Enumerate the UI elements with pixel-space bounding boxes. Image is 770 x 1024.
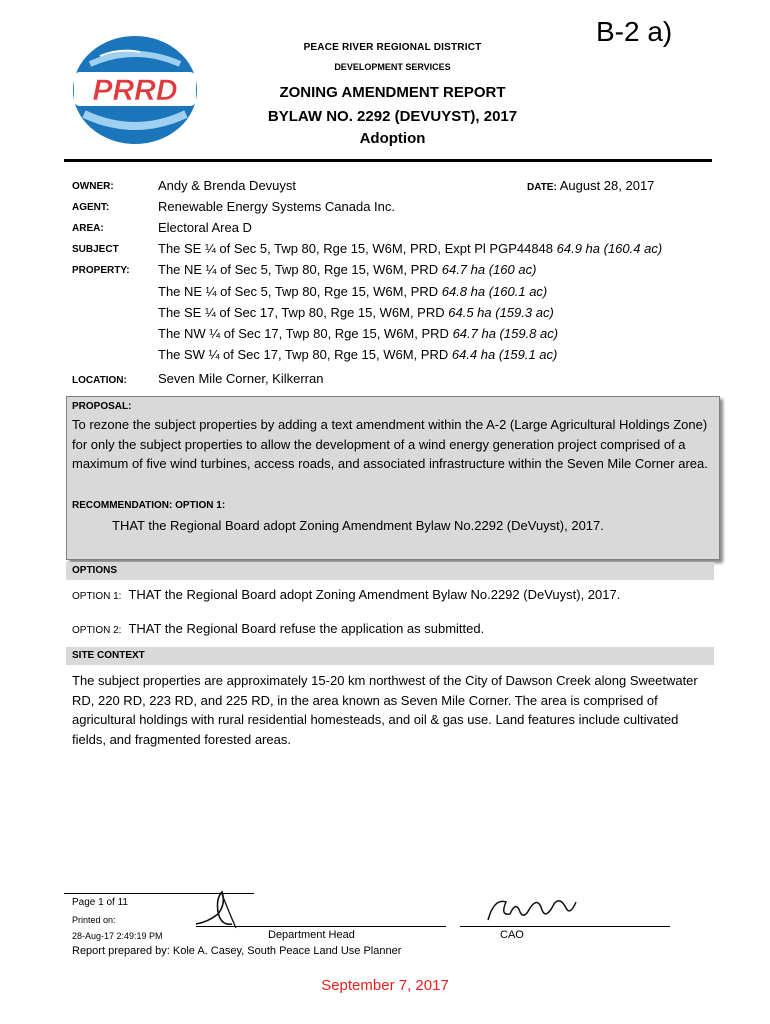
prepared-by: Report prepared by: Kole A. Casey, South Peace Land Use Planner xyxy=(72,945,402,957)
option-1: OPTION 1: THAT the Regional Board adopt Zoning Amendment Bylaw No.2292 (DeVuyst), 2017. xyxy=(72,587,621,602)
agent-value: Renewable Energy Systems Canada Inc. xyxy=(158,199,396,214)
printed-on-label: Printed on: xyxy=(72,915,116,925)
org-name: PEACE RIVER REGIONAL DISTRICT xyxy=(303,42,482,53)
recommendation-text: THAT the Regional Board adopt Zoning Amendment Bylaw No.2292 (DeVuyst), 2017. xyxy=(112,518,604,533)
site-context-section-bar xyxy=(66,647,714,665)
agenda-item-tag: B-2 a) xyxy=(596,16,673,47)
options-heading: OPTIONS xyxy=(72,565,118,576)
property-line: The SE ¼ of Sec 17, Twp 80, Rge 15, W6M, PRD 64.5 ha (159.3 ac) xyxy=(158,305,554,320)
report-stage: Adoption xyxy=(359,130,426,147)
date-label: DATE: xyxy=(527,182,557,193)
property-line: The SW ¼ of Sec 17, Twp 80, Rge 15, W6M, PRD 64.4 ha (159.1 ac) xyxy=(158,347,558,362)
property-line: The NW ¼ of Sec 17, Twp 80, Rge 15, W6M, PRD 64.7 ha (159.8 ac) xyxy=(158,326,559,341)
property-line: The SE ¼ of Sec 5, Twp 80, Rge 15, W6M, PRD, Expt Pl PGP44848 64.9 ha (160.4 ac) xyxy=(158,241,663,256)
property-line: The NE ¼ of Sec 5, Twp 80, Rge 15, W6M, PRD 64.8 ha (160.1 ac) xyxy=(158,284,548,299)
printed-time: 28-Aug-17 2:49:19 PM xyxy=(72,931,163,941)
location-label: LOCATION: xyxy=(72,375,127,386)
recommendation-heading: RECOMMENDATION: OPTION 1: xyxy=(72,500,226,511)
department-head-signature-line xyxy=(196,926,446,927)
subject-label-line2: PROPERTY: xyxy=(72,265,130,276)
prrd-logo xyxy=(70,34,200,146)
area-label: AREA: xyxy=(72,223,104,234)
logo-text: PRRD xyxy=(92,74,178,107)
proposal-text: To rezone the subject properties by adding a text amendment within the A-2 (Large Agricultural Holdings Zone) for only the subject properties to allow the development of a wind energy generation project comprised of a maximum of five wind turbines, access roads, and associated infrastructure within the Seven Mile Corner area. xyxy=(72,417,708,471)
department-head-label: Department Head xyxy=(268,929,355,941)
meeting-date-stamp: September 7, 2017 xyxy=(321,977,449,994)
report-title: ZONING AMENDMENT REPORT xyxy=(279,84,506,101)
date-value: August 28, 2017 xyxy=(559,178,655,193)
owner-value: Andy & Brenda Devuyst xyxy=(158,178,297,193)
site-context-text: The subject properties are approximately 15-20 km northwest of the City of Dawson Creek along Sweetwater RD, 220 RD, 223 RD, and 225 RD, in the area known as Seven Mile Corner. The area is comprised of agricultural holdings with rural residential homesteads, and oil & gas use. Land features include cultivated fields, and fragmented forested areas. xyxy=(72,673,698,747)
page-number: Page 1 of 11 xyxy=(72,897,128,908)
option-2: OPTION 2: THAT the Regional Board refuse the application as submitted. xyxy=(72,621,485,636)
owner-label: OWNER: xyxy=(72,181,114,192)
site-context-heading: SITE CONTEXT xyxy=(72,650,145,661)
property-line: The NE ¼ of Sec 5, Twp 80, Rge 15, W6M, PRD 64.7 ha (160 ac) xyxy=(158,262,537,277)
department-name: DEVELOPMENT SERVICES xyxy=(334,62,451,72)
subject-label-line1: SUBJECT xyxy=(72,244,119,255)
area-value: Electoral Area D xyxy=(158,220,252,235)
options-section-bar xyxy=(66,562,714,580)
header-rule xyxy=(64,159,712,162)
cao-signature-line xyxy=(460,926,670,927)
cao-label: CAO xyxy=(500,929,524,941)
agent-label: AGENT: xyxy=(72,202,110,213)
proposal-heading: PROPOSAL: xyxy=(72,401,132,412)
cao-signature xyxy=(480,890,580,930)
bylaw-title: BYLAW NO. 2292 (DEVUYST), 2017 xyxy=(267,108,518,125)
date-field xyxy=(527,178,654,193)
location-value: Seven Mile Corner, Kilkerran xyxy=(158,371,324,386)
